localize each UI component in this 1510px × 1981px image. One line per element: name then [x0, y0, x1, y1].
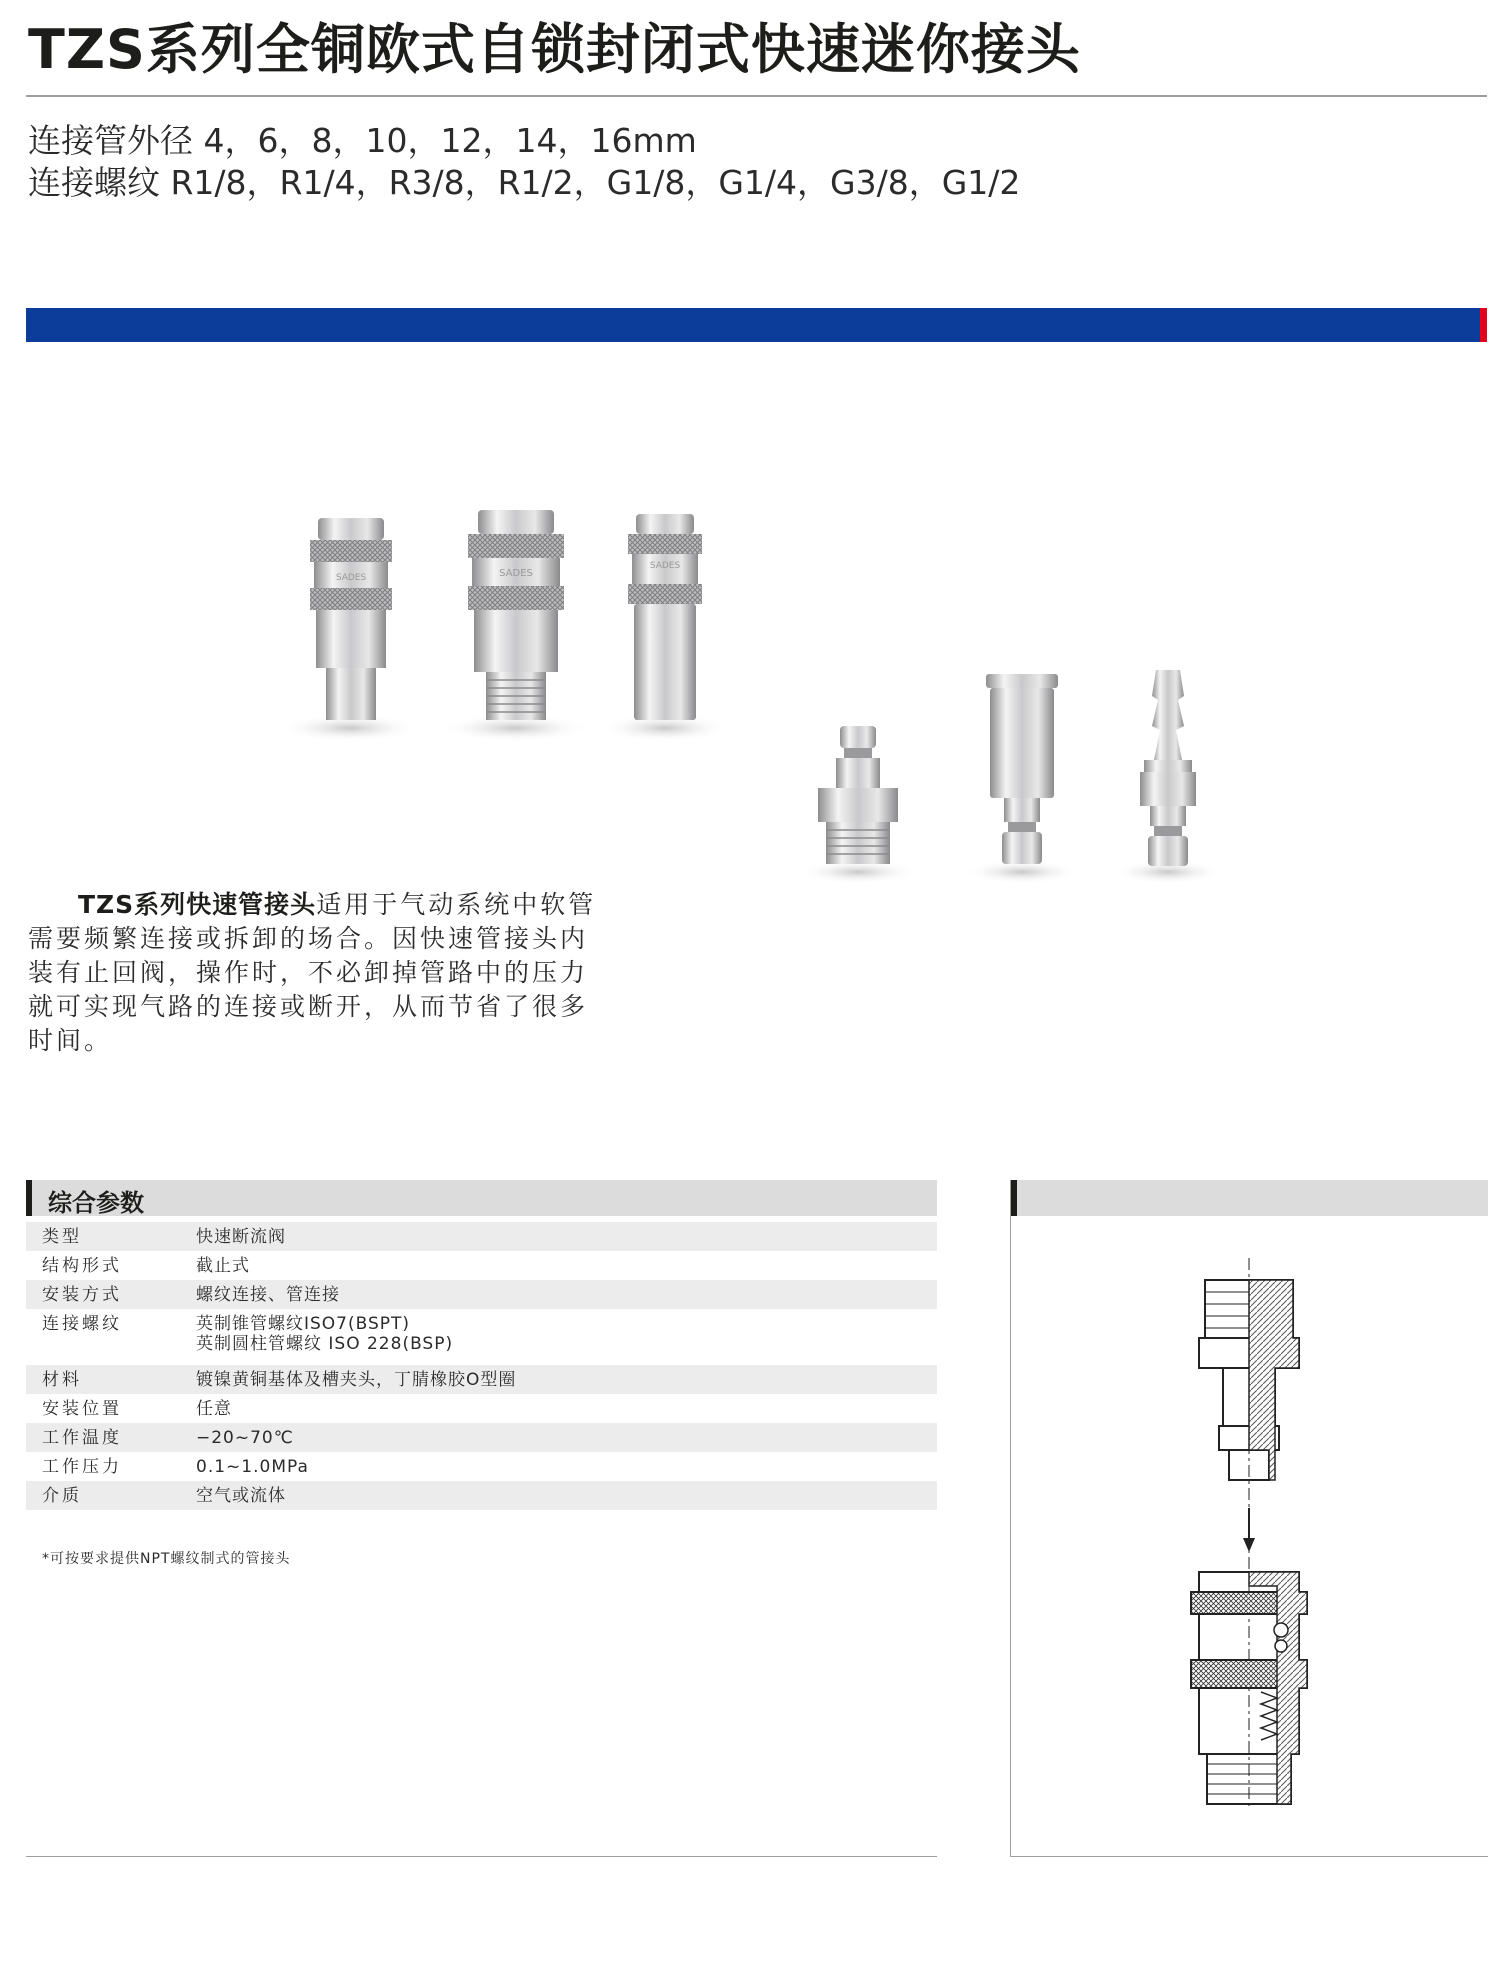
- coupler-male-thread: [440, 510, 590, 742]
- coupler-push-in: [600, 514, 730, 742]
- thread-spec: 连接螺纹 R1/8，R1/4，R3/8，R1/2，G1/8，G1/4，G3/8，G1/2: [28, 163, 1021, 202]
- table-row: [26, 1251, 937, 1280]
- param-value: 任意: [196, 1399, 232, 1419]
- table-row: [26, 1481, 937, 1510]
- param-value: 镀镍黄铜基体及槽夹头，丁腈橡胶O型圈: [196, 1370, 517, 1390]
- coupler-hose-barb: [280, 518, 420, 742]
- param-key: 介质: [42, 1486, 82, 1506]
- product-photo: [270, 500, 1270, 900]
- page-title: TZS系列全铜欧式自锁封闭式快速迷你接头: [28, 18, 1081, 81]
- param-key: 连接螺纹: [42, 1314, 122, 1334]
- parameters-panel: [26, 1180, 937, 1857]
- param-value: 螺纹连接、管连接: [196, 1285, 340, 1305]
- banner-red-accent: [1480, 308, 1487, 342]
- param-value: 截止式: [196, 1256, 250, 1276]
- cross-section-diagram: [1011, 1216, 1488, 1856]
- param-value: −20~70℃: [196, 1428, 294, 1448]
- parameters-bottom-rule: [26, 1856, 937, 1857]
- table-row: [26, 1423, 937, 1452]
- plug-hose-barb: [1113, 670, 1223, 884]
- engraving-text: SADES: [335, 573, 367, 583]
- param-value: 英制锥管螺纹ISO7(BSPT) 英制圆柱管螺纹 ISO 228(BSP): [196, 1314, 454, 1354]
- param-key: 类型: [42, 1227, 82, 1247]
- title-divider: [26, 95, 1487, 97]
- parameters-heading-bar: [26, 1180, 937, 1216]
- engraving-text: SADES: [649, 561, 681, 571]
- table-row: [26, 1365, 937, 1394]
- tube-diameter-spec: 连接管外径 4，6，8，10，12，14，16mm: [28, 121, 697, 160]
- section-banner: [26, 308, 1481, 342]
- table-row: [26, 1280, 937, 1309]
- plug-push-in: [964, 674, 1080, 884]
- plug-male-thread: [798, 726, 918, 884]
- param-value: 0.1~1.0MPa: [196, 1457, 309, 1477]
- npt-note: *可按要求提供NPT螺纹制式的管接头: [42, 1551, 291, 1567]
- table-row: [26, 1222, 937, 1251]
- diagram-bottom-rule: [1011, 1856, 1488, 1857]
- param-key: 安装方式: [42, 1285, 122, 1305]
- table-row: [26, 1309, 937, 1365]
- parameters-heading: 综合参数: [48, 1189, 144, 1217]
- param-key: 结构形式: [42, 1256, 122, 1276]
- param-key: 工作压力: [42, 1457, 122, 1477]
- diagram-panel: [1010, 1180, 1487, 1857]
- param-key: 安装位置: [42, 1399, 122, 1419]
- description-lead: TZS系列快速管接头: [78, 890, 317, 919]
- table-row: [26, 1452, 937, 1481]
- diagram-heading-bar: [1011, 1180, 1488, 1216]
- param-value: 快速断流阀: [196, 1227, 286, 1247]
- param-key: 工作温度: [42, 1428, 122, 1448]
- param-value: 空气或流体: [196, 1486, 286, 1506]
- engraving-text: SADES: [499, 568, 533, 579]
- parameters-table: [26, 1222, 937, 1510]
- product-description: [28, 888, 598, 1058]
- table-row: [26, 1394, 937, 1423]
- description-body: 适用于气动系统中软管需要频繁连接或拆卸的场合。因快速管接头内装有止回阀，操作时，不必卸掉管路中的压力就可实现气路的连接或断开，从而节省了很多时间。: [28, 890, 597, 1055]
- param-key: 材料: [42, 1370, 82, 1390]
